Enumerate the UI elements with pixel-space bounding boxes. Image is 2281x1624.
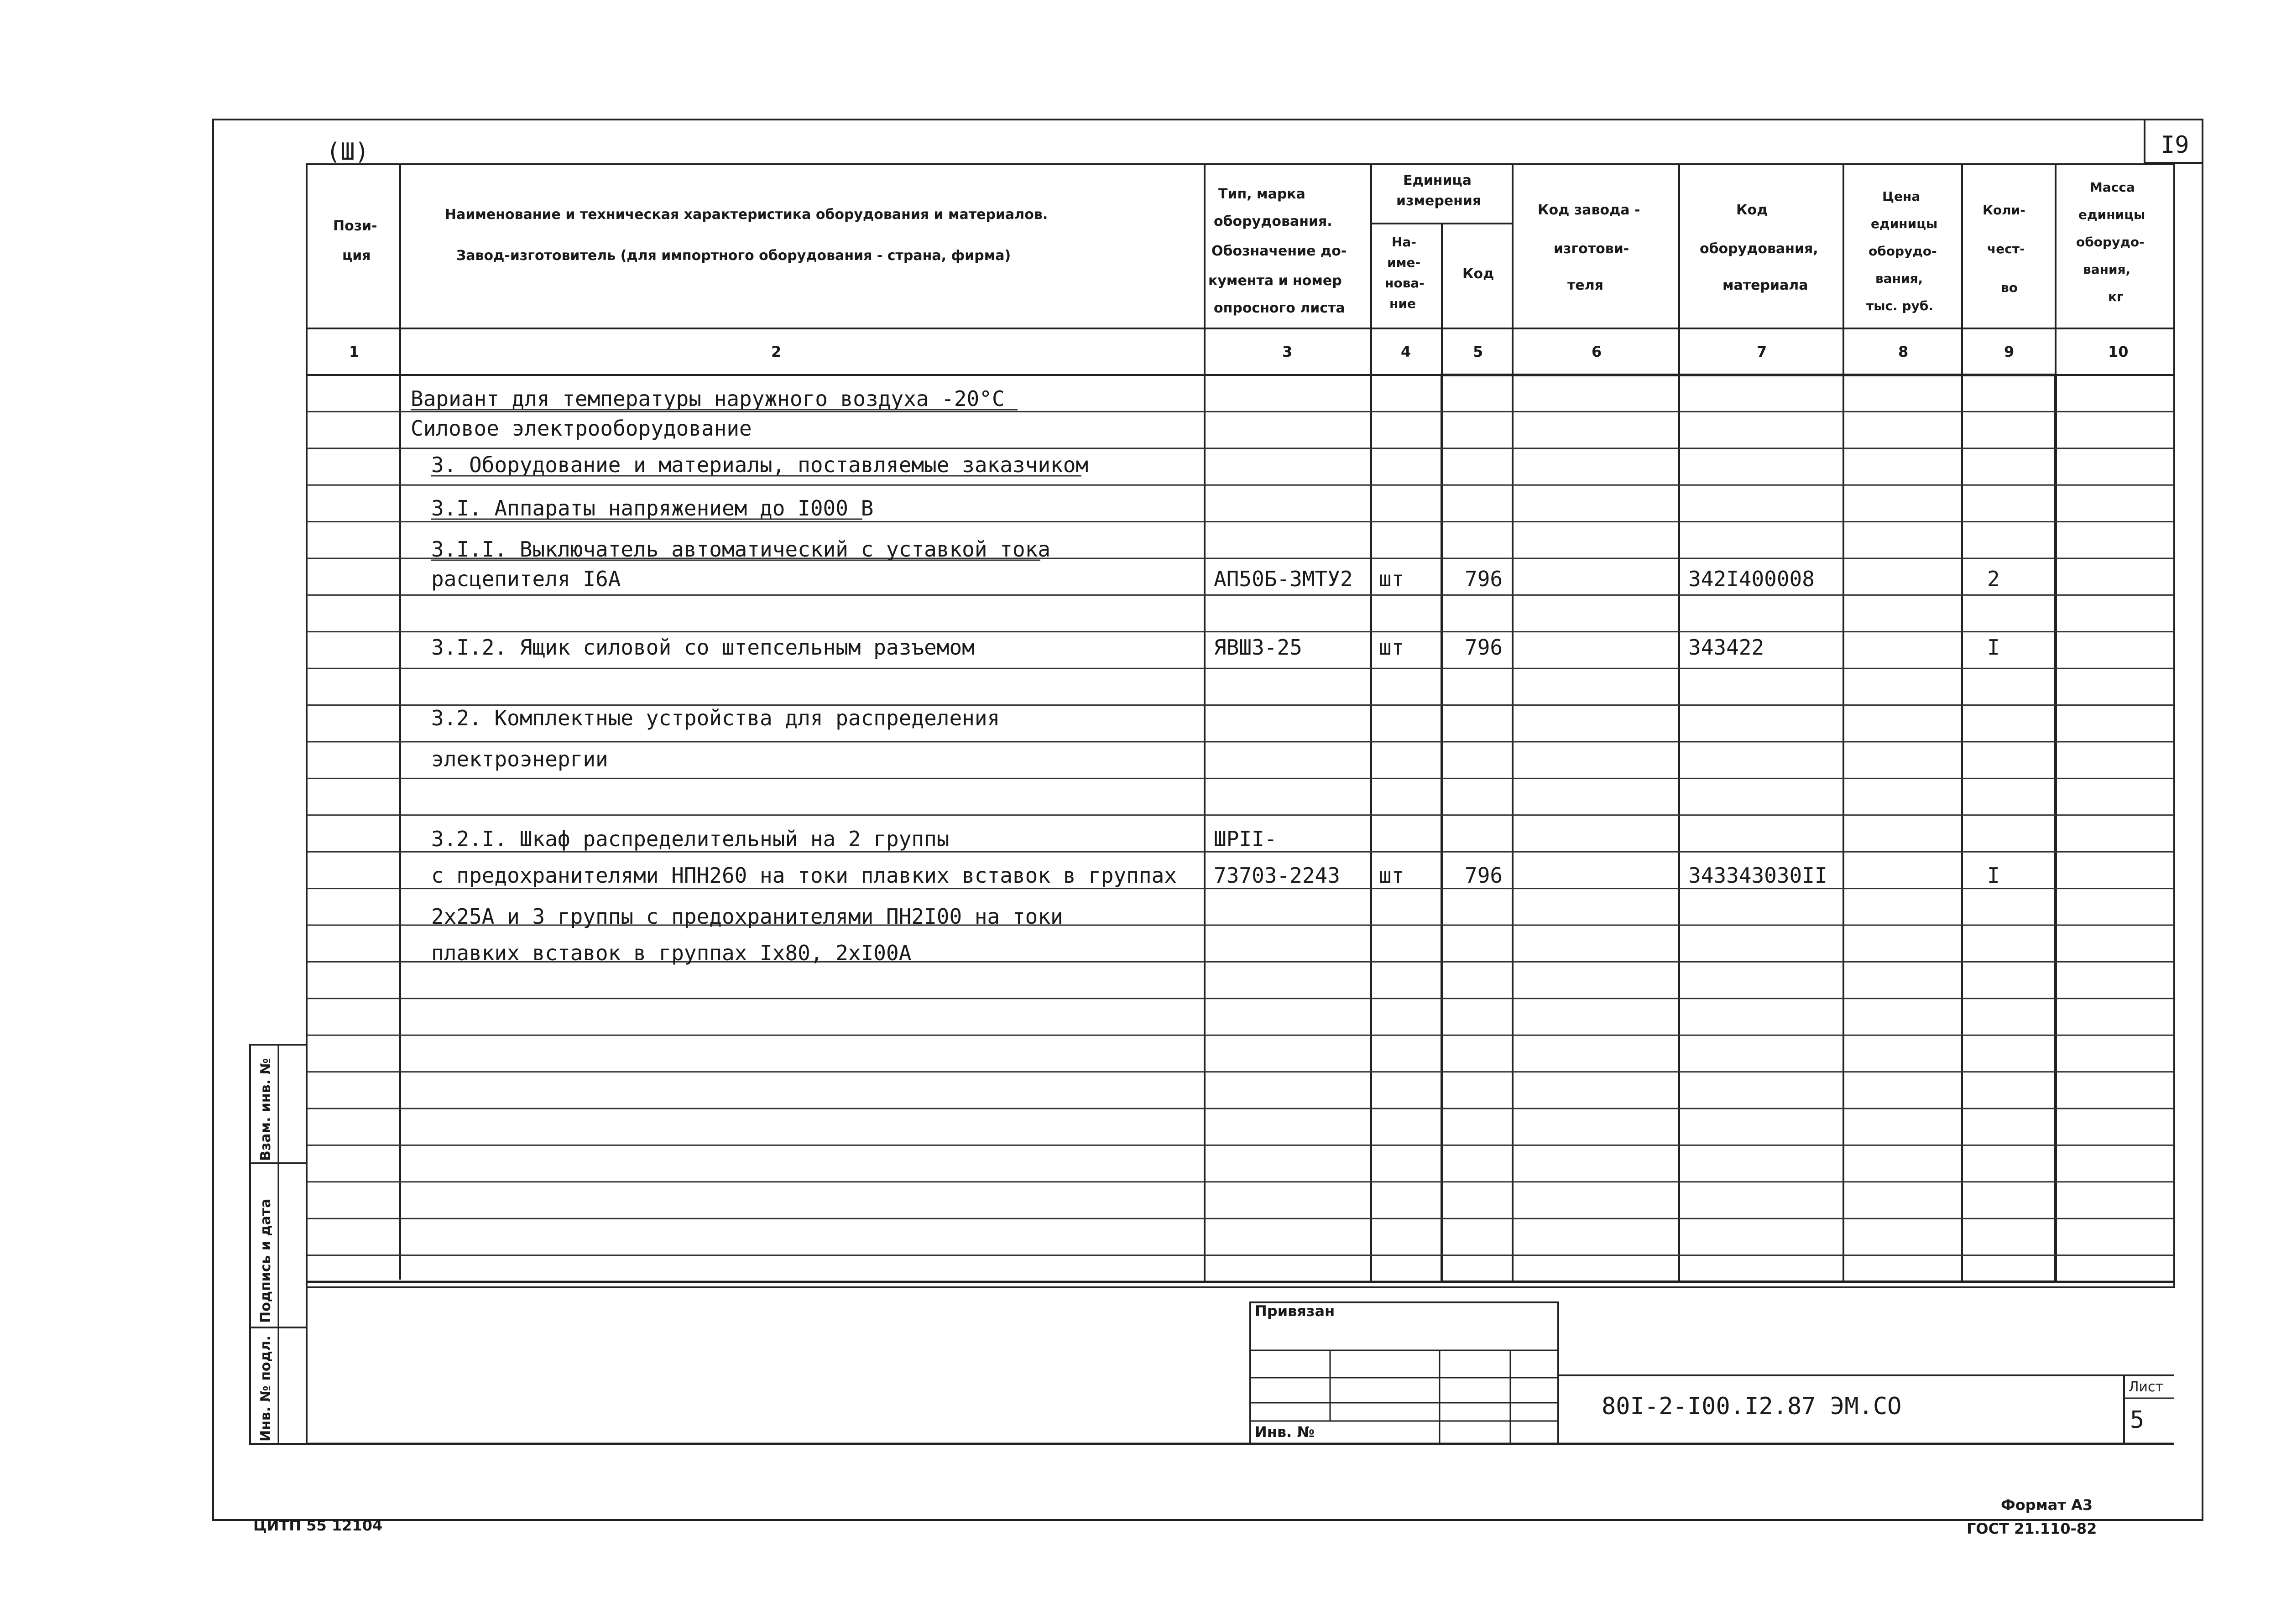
row-name: Силовое электрооборудование <box>411 416 752 441</box>
table-row <box>431 635 2000 660</box>
row-name: расцепителя I6А <box>431 567 621 591</box>
hdr-col3-a: Тип, марка <box>1218 186 1305 202</box>
section-mark: (Ш) <box>326 138 369 166</box>
colnum-10: 10 <box>2108 343 2129 360</box>
colnum-2: 2 <box>771 343 782 360</box>
row-name: 3. Оборудование и материалы, поставляемые заказчиком <box>431 453 1089 477</box>
row-name: электроэнергии <box>431 747 608 771</box>
hdr-col2-a: Наименование и техническая характеристика оборудования и материалов. <box>445 207 1048 223</box>
column-numbers <box>349 343 2129 360</box>
colnum-3: 3 <box>1282 343 1293 360</box>
hdr-col4-b: име- <box>1387 255 1421 270</box>
row-quantity: I <box>1987 863 2000 888</box>
side-stamp <box>250 1045 307 1444</box>
hdr-col4-c: нова- <box>1385 276 1425 291</box>
row-name: 3.I.I. Выключатель автоматический с уставкой тока <box>431 537 1051 562</box>
row-code: 796 <box>1465 863 1503 888</box>
table-row <box>431 537 1050 562</box>
hdr-col6-b: изготови- <box>1554 241 1629 257</box>
row-quantity: 2 <box>1987 567 2000 591</box>
row-name: 3.I.2. Ящик силовой со штепсельным разъемом <box>431 635 975 660</box>
stamp-podpis-data: Подпись и дата <box>258 1198 274 1323</box>
row-name: 3.I. Аппараты напряжением до I000 В <box>431 496 874 521</box>
hdr-col10-b: единицы <box>2078 207 2145 222</box>
row-name: плавких вставок в группах Iх80, 2хI00А <box>431 941 912 965</box>
colnum-6: 6 <box>1592 343 1602 360</box>
colnum-5: 5 <box>1473 343 1483 360</box>
row-name: Вариант для температуры наружного воздуха -20°С <box>411 386 1005 411</box>
hdr-col4-d: ние <box>1389 296 1416 311</box>
footer-gost: ГОСТ 21.110-82 <box>1967 1520 2097 1537</box>
table-row <box>431 941 911 965</box>
hdr-col5: Код <box>1462 266 1494 282</box>
row-name: 3.2. Комплектные устройства для распределения <box>431 706 1000 730</box>
row-quantity: I <box>1987 635 2000 660</box>
row-unit: шт <box>1379 567 1404 591</box>
footer <box>253 1496 2097 1537</box>
table-row <box>431 904 1063 929</box>
hdr-col10-e: кг <box>2108 289 2124 304</box>
list-label: Лист <box>2129 1379 2164 1395</box>
inv-no-label: Инв. № <box>1255 1423 1315 1441</box>
hdr-unit-a: Единица <box>1403 172 1472 188</box>
hdr-col2-b: Завод-изготовитель (для импортного оборудования - страна, фирма) <box>456 248 1011 264</box>
hdr-col6-a: Код завода - <box>1538 202 1640 218</box>
table-row <box>411 386 1005 411</box>
table-row <box>431 747 608 771</box>
row-equipment-code: 343343030II <box>1688 863 1827 888</box>
colnum-7: 7 <box>1757 343 1767 360</box>
hdr-col1-a: Пози- <box>333 218 377 234</box>
row-code: 796 <box>1465 567 1503 591</box>
hdr-col3-d: кумента и номер <box>1208 273 1342 289</box>
hdr-col3-e: опросного листа <box>1214 300 1345 316</box>
privyazan-label: Привязан <box>1255 1302 1335 1320</box>
hdr-col9-b: чест- <box>1987 241 2025 256</box>
row-type: ШРII- <box>1214 827 1277 851</box>
hdr-col8-e: тыс. руб. <box>1866 298 1934 313</box>
table-row <box>431 453 1088 477</box>
hdr-col8-a: Цена <box>1882 189 1921 204</box>
row-unit: шт <box>1379 863 1404 888</box>
footer-left-code: ЦИТП 55 12104 <box>253 1517 383 1534</box>
row-code: 796 <box>1465 635 1503 660</box>
hdr-col9-a: Коли- <box>1983 203 2025 218</box>
hdr-col4-a: На- <box>1392 234 1416 250</box>
colnum-9: 9 <box>2004 343 2015 360</box>
row-name: с предохранителями НПН260 на токи плавких вставок в группах <box>431 863 1177 888</box>
hdr-col8-b: единицы <box>1871 216 1938 231</box>
hdr-col1-b: ция <box>342 248 371 264</box>
hdr-col10-c: оборудо- <box>2076 234 2145 250</box>
colnum-8: 8 <box>1898 343 1909 360</box>
hdr-col8-c: оборудо- <box>1869 244 1937 259</box>
header-texts <box>333 172 2145 316</box>
colnum-1: 1 <box>349 343 360 360</box>
hdr-col10-d: вания, <box>2083 262 2131 277</box>
row-name: 3.2.I. Шкаф распределительный на 2 группы <box>431 827 950 851</box>
table-row <box>431 496 873 521</box>
row-equipment-code: 342I400008 <box>1688 567 1815 591</box>
stamp-inv-podl: Инв. № подл. <box>258 1335 274 1442</box>
hdr-col7-a: Код <box>1736 202 1768 218</box>
hdr-unit-b: измерения <box>1396 193 1482 209</box>
stamp-vzam-inv: Взам. инв. № <box>258 1058 274 1161</box>
hdr-col7-b: оборудования, <box>1700 241 1818 257</box>
title-block <box>307 1302 2174 1444</box>
table-row <box>431 567 2000 591</box>
hdr-col3-c: Обозначение до- <box>1211 243 1347 259</box>
table-row <box>431 863 2000 888</box>
footer-format: Формат А3 <box>2001 1496 2093 1514</box>
hdr-col10-a: Масса <box>2090 180 2135 195</box>
row-unit: шт <box>1379 635 1404 660</box>
table-row <box>431 827 1277 851</box>
table-row <box>431 706 1000 730</box>
row-type: АП50Б-3МТУ2 <box>1214 567 1353 591</box>
row-name: 2х25А и 3 группы с предохранителями ПН2I00 на токи <box>431 904 1063 929</box>
row-equipment-code: 343422 <box>1688 635 1764 660</box>
row-type: 73703-2243 <box>1214 863 1340 888</box>
hdr-col8-d: вания, <box>1875 271 1923 286</box>
sheet-number-top: I9 <box>2161 131 2189 159</box>
document-designation: 80I-2-I00.I2.87 ЭМ.СО <box>1602 1393 1902 1420</box>
row-type: ЯВШ3-25 <box>1214 635 1302 660</box>
colnum-4: 4 <box>1401 343 1411 360</box>
hdr-col6-c: теля <box>1567 277 1603 293</box>
outer-frame <box>213 120 2203 1520</box>
table-row <box>411 416 752 441</box>
hdr-col9-c: во <box>2001 280 2018 295</box>
list-number: 5 <box>2130 1406 2145 1434</box>
hdr-col7-c: материала <box>1722 277 1808 293</box>
hdr-col3-b: оборудования. <box>1214 213 1332 229</box>
